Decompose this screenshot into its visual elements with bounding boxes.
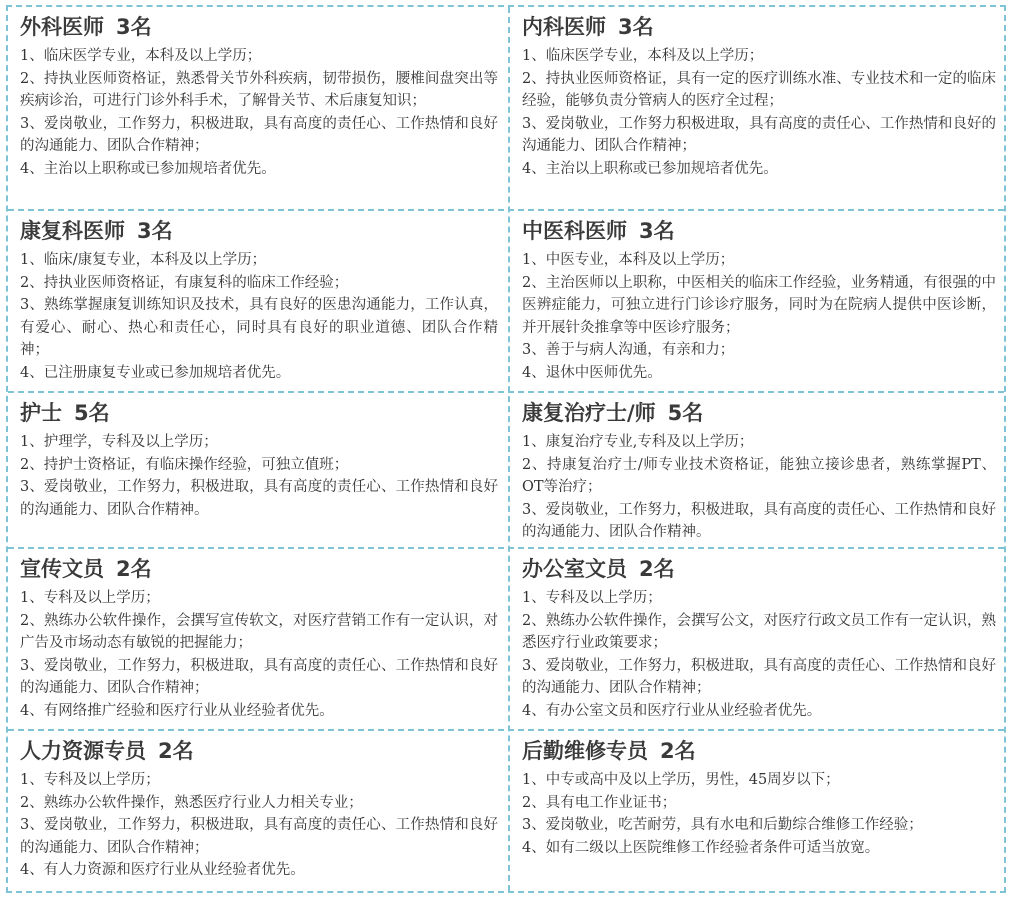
position-name: 中医科医师 [522, 219, 627, 243]
position-count: 2名 [639, 557, 675, 581]
requirement-item: 1、临床医学专业，本科及以上学历； [20, 48, 262, 64]
position-title [20, 217, 498, 245]
requirement-item: 4、主治以上职称或已参加规培者优先。 [20, 160, 276, 177]
position-title [522, 13, 996, 41]
position-name: 外科医师 [20, 15, 104, 39]
requirement-item: 4、有办公室文员和医疗行业从业经验者优先。 [522, 702, 822, 719]
requirement-item: 1、专科及以上学历； [20, 590, 160, 606]
position-count: 2名 [116, 557, 152, 581]
requirement-item: 4、主治以上职称或已参加规培者优先。 [522, 160, 778, 177]
requirement-item: 3、爱岗敬业，工作努力，积极进取，具有高度的责任心、工作热情和良好的沟通能力、团队合作精神。 [20, 479, 498, 518]
requirement-item: 4、退休中医师优先。 [522, 364, 662, 381]
position-name: 康复治疗士/师 [522, 401, 656, 425]
requirement-item: 3、善于与病人沟通，有亲和力； [522, 342, 735, 359]
position-card-rehab-doctor [8, 211, 508, 391]
requirement-item: 3、爱岗敬业，工作努力积极进取，具有高度的责任心、工作热情和良好的沟通能力、团队合作精神； [522, 115, 996, 155]
position-title [522, 737, 996, 765]
requirement-item: 1、专科及以上学历； [20, 772, 160, 788]
requirement-item: 2、持执业医师资格证，具有一定的医疗训练水准、专业技术和一定的临床经验，能够负责分管病人的医疗全过程； [522, 70, 996, 110]
requirement-item: 3、熟练掌握康复训练知识及技术，具有良好的医患沟通能力，工作认真，有爱心、耐心、热心和责任心，同时具有良好的职业道德、团队合作精神； [20, 297, 498, 359]
position-count: 3名 [639, 219, 675, 243]
position-card-tcm-doctor [510, 211, 1006, 391]
position-card-publicity-clerk [8, 549, 508, 729]
position-name: 人力资源专员 [20, 739, 146, 763]
requirement-item: 2、持执业医师资格证，熟悉骨关节外科疾病，韧带损伤，腰椎间盘突出等疾病诊治，可进行门诊外科手术，了解骨关节、术后康复知识； [20, 70, 498, 110]
position-title [20, 737, 498, 765]
requirement-item: 1、临床/康复专业，本科及以上学历； [20, 252, 267, 268]
requirement-item: 1、康复治疗专业,专科及以上学历； [522, 434, 754, 450]
requirement-item: 1、临床医学专业，本科及以上学历； [522, 48, 764, 64]
position-card-office-clerk [510, 549, 1006, 729]
requirement-item: 4、如有二级以上医院维修工作经验者条件可适当放宽。 [522, 839, 880, 856]
position-count: 3名 [618, 15, 654, 39]
position-card-nurse [8, 393, 508, 547]
requirement-item: 2、熟练办公软件操作，会撰写宣传软文，对医疗营销工作有一定认识，对广告及市场动态有敏锐的把握能力； [20, 612, 498, 652]
position-count: 5名 [74, 401, 110, 425]
requirement-item: 2、熟练办公软件操作，熟悉医疗行业人力相关专业； [20, 794, 363, 811]
requirement-item: 1、专科及以上学历； [522, 590, 662, 606]
position-name: 护士 [20, 401, 62, 425]
requirement-item: 4、已注册康复专业或已参加规培者优先。 [20, 364, 291, 381]
position-card-internal-medicine [510, 7, 1006, 209]
job-grid [6, 5, 1006, 893]
position-count: 2名 [660, 739, 696, 763]
position-name: 后勤维修专员 [522, 739, 648, 763]
requirement-item: 3、爱岗敬业，工作努力，积极进取，具有高度的责任心、工作热情和良好的沟通能力、团队合作精神。 [522, 501, 996, 541]
requirement-item: 3、爱岗敬业，吃苦耐劳，具有水电和后勤综合维修工作经验； [522, 817, 923, 834]
position-title [20, 13, 498, 41]
position-count: 3名 [137, 219, 173, 243]
position-name: 宣传文员 [20, 557, 104, 581]
requirement-item: 3、爱岗敬业，工作努力，积极进取，具有高度的责任心、工作热情和良好的沟通能力、团队合作精神； [20, 817, 498, 856]
position-name: 内科医师 [522, 15, 606, 39]
requirement-item: 2、持执业医师资格证，有康复科的临床工作经验； [20, 274, 349, 291]
requirement-item: 4、有网络推广经验和医疗行业从业经验者优先。 [20, 702, 334, 719]
position-card-hr-specialist [8, 731, 508, 893]
requirement-item: 3、爱岗敬业，工作努力，积极进取，具有高度的责任心、工作热情和良好的沟通能力、团队合作精神； [522, 657, 996, 697]
requirement-item: 4、有人力资源和医疗行业从业经验者优先。 [20, 862, 305, 879]
requirement-item: 3、爱岗敬业，工作努力，积极进取，具有高度的责任心、工作热情和良好的沟通能力、团队合作精神； [20, 657, 498, 697]
position-count: 3名 [116, 15, 152, 39]
position-name: 办公室文员 [522, 557, 627, 581]
position-title [522, 217, 996, 245]
requirement-item: 1、中医专业，本科及以上学历； [522, 252, 735, 268]
requirement-item: 1、护理学，专科及以上学历； [20, 434, 218, 450]
position-title [522, 555, 996, 583]
position-title [20, 399, 498, 427]
position-name: 康复科医师 [20, 219, 125, 243]
requirement-item: 3、爱岗敬业，工作努力，积极进取，具有高度的责任心、工作热情和良好的沟通能力、团队合作精神； [20, 115, 498, 155]
position-card-maintenance-specialist [510, 731, 1006, 893]
requirement-item: 2、主治医师以上职称，中医相关的临床工作经验，业务精通，有很强的中医辨症能力，可独立进行门诊诊疗服务，同时为在院病人提供中医诊断，并开展针灸推拿等中医诊疗服务； [522, 274, 996, 336]
position-card-rehab-therapist [510, 393, 1006, 547]
requirement-item: 2、持康复治疗士/师专业技术资格证，能独立接诊患者，熟练掌握PT、OT等治疗； [522, 456, 996, 496]
requirement-item: 2、持护士资格证，有临床操作经验，可独立值班； [20, 456, 349, 473]
position-title [20, 555, 498, 583]
requirement-item: 2、具有电工作业证书； [522, 794, 677, 811]
position-title [522, 399, 996, 427]
requirement-item: 1、中专或高中及以上学历，男性，45周岁以下； [522, 772, 840, 788]
requirement-item: 2、熟练办公软件操作，会撰写公文，对医疗行政文员工作有一定认识，熟悉医疗行业政策要求； [522, 612, 996, 652]
position-count: 5名 [667, 401, 704, 425]
position-count: 2名 [158, 739, 194, 763]
position-card-surgery [8, 7, 508, 209]
